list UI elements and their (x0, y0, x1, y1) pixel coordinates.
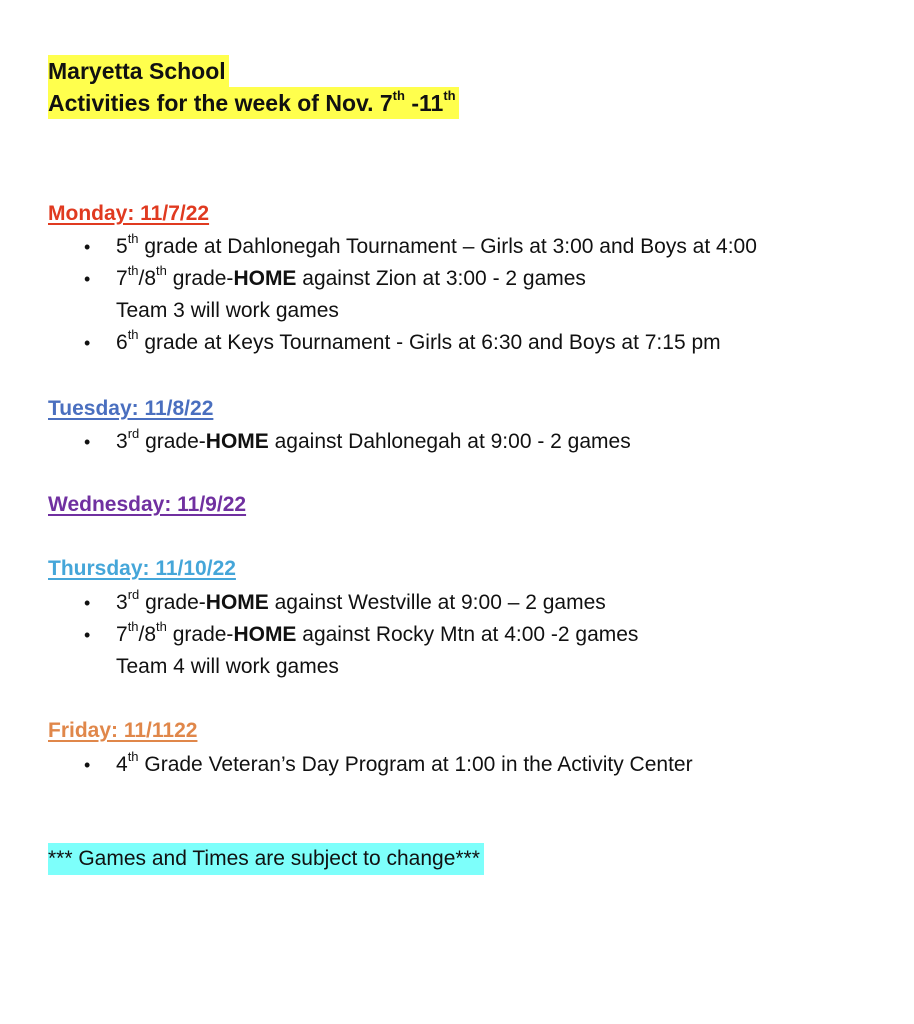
item-home-label: HOME (233, 623, 297, 646)
bullet-icon: • (84, 237, 91, 257)
item-text-pre: grade- (166, 623, 234, 646)
item-text: Grade Veteran’s Day Program at 1:00 in the Activity Center (138, 753, 693, 776)
item-text-post: against Zion at 3:00 - 2 games (296, 267, 586, 290)
footer-note: *** Games and Times are subject to change*** (48, 843, 484, 875)
item-grade-suffix: rd (127, 426, 140, 441)
item-grade-number: 7 (116, 623, 128, 646)
item-grade-number-2: /8 (138, 623, 157, 646)
item-continuation: Team 4 will work games (116, 655, 339, 678)
list-item (80, 263, 757, 327)
tuesday-heading: Tuesday: 11/8/22 (48, 397, 214, 420)
list-item (80, 749, 693, 781)
item-grade-suffix: th (127, 749, 139, 764)
item-grade-suffix-2: th (156, 619, 167, 634)
item-text-post: against Rocky Mtn at 4:00 -2 games (296, 623, 639, 646)
item-text: grade at Dahlonegah Tournament – Girls at 3:00 and Boys at 4:00 (138, 235, 757, 258)
item-text-post: against Westville at 9:00 – 2 games (268, 591, 606, 614)
item-grade-suffix: rd (127, 587, 140, 602)
item-grade-number: 7 (116, 267, 128, 290)
bullet-icon: • (84, 625, 91, 645)
item-text-pre: grade- (166, 267, 234, 290)
week-title-prefix: Activities for the week of Nov. 7 (48, 90, 393, 116)
week-title-mid: -11 (404, 90, 444, 116)
week-title-sup-1: th (392, 88, 405, 104)
tuesday-list (80, 426, 631, 458)
item-grade-suffix: th (127, 231, 139, 246)
item-grade-number: 6 (116, 331, 128, 354)
item-continuation: Team 3 will work games (116, 299, 339, 322)
monday-list (80, 231, 757, 359)
thursday-list (80, 587, 638, 683)
thursday-heading: Thursday: 11/10/22 (48, 557, 236, 580)
list-item (80, 426, 631, 458)
school-name: Maryetta School (48, 55, 229, 87)
title-block (48, 55, 459, 119)
list-item (80, 231, 757, 263)
list-item (80, 327, 757, 359)
list-item (80, 587, 638, 619)
bullet-icon: • (84, 755, 91, 775)
item-home-label: HOME (205, 430, 269, 453)
item-grade-number: 4 (116, 753, 128, 776)
item-text-post: against Dahlonegah at 9:00 - 2 games (268, 430, 631, 453)
bullet-icon: • (84, 593, 91, 613)
bullet-icon: • (84, 269, 91, 289)
bullet-icon: • (84, 333, 91, 353)
item-home-label: HOME (233, 267, 297, 290)
item-grade-suffix: th (127, 619, 139, 634)
week-title (48, 87, 459, 119)
item-grade-number: 3 (116, 430, 128, 453)
item-grade-suffix: th (127, 263, 139, 278)
friday-list (80, 749, 693, 781)
item-grade-number: 5 (116, 235, 128, 258)
item-grade-number-2: /8 (138, 267, 157, 290)
week-title-sup-2: th (443, 88, 456, 104)
list-item (80, 619, 638, 683)
wednesday-heading: Wednesday: 11/9/22 (48, 493, 247, 516)
item-home-label: HOME (205, 591, 269, 614)
item-text-pre: grade- (139, 430, 206, 453)
item-grade-number: 3 (116, 591, 128, 614)
item-grade-suffix: th (127, 327, 139, 342)
item-grade-suffix-2: th (156, 263, 167, 278)
bullet-icon: • (84, 432, 91, 452)
monday-heading: Monday: 11/7/22 (48, 202, 210, 225)
friday-heading: Friday: 11/1122 (48, 719, 198, 742)
item-text-pre: grade- (139, 591, 206, 614)
item-text: grade at Keys Tournament - Girls at 6:30 and Boys at 7:15 pm (138, 331, 721, 354)
